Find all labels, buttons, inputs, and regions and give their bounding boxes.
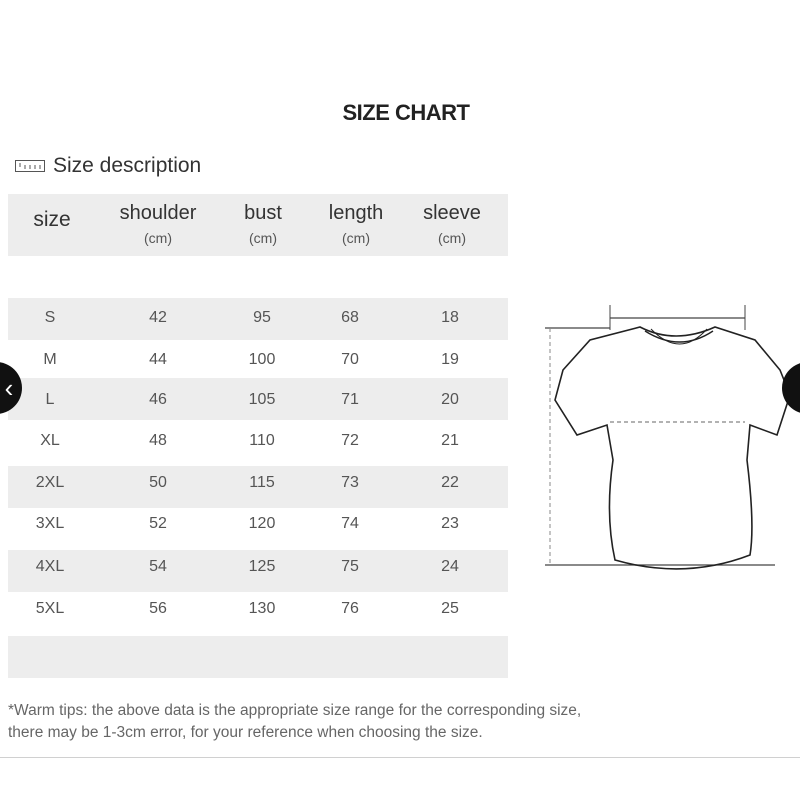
value-cell: 110 [249, 432, 275, 449]
table-row [8, 474, 508, 504]
chevron-left-icon: ‹ [4, 372, 14, 403]
footnote-line-2: there may be 1-3cm error, for your reference when choosing the size. [8, 724, 483, 741]
value-cell: 72 [341, 432, 359, 449]
footnote-line-1: *Warm tips: the above data is the appropriate size range for the corresponding size, [8, 702, 582, 719]
page-title: SIZE CHART [342, 100, 470, 125]
value-cell: 68 [341, 309, 359, 326]
size-cell: M [43, 351, 57, 368]
header-bust: bust (cm) [244, 202, 282, 246]
value-cell: 50 [149, 474, 167, 491]
value-cell: 54 [149, 558, 167, 575]
ruler-icon [15, 160, 45, 172]
table-row [8, 351, 508, 381]
t-shirt-measurement-icon [515, 285, 800, 590]
value-cell: 73 [341, 474, 359, 491]
divider [0, 757, 800, 758]
table-row [8, 558, 508, 588]
table-row [8, 309, 508, 339]
size-cell: 5XL [35, 600, 65, 617]
table-row [8, 600, 508, 630]
value-cell: 52 [149, 515, 167, 532]
value-cell: 20 [441, 391, 459, 408]
value-cell: 100 [248, 351, 276, 368]
value-cell: 76 [341, 600, 359, 617]
value-cell: 74 [341, 515, 359, 532]
size-cell: XL [40, 432, 60, 449]
value-cell: 115 [249, 474, 275, 491]
value-cell: 19 [441, 351, 459, 368]
size-cell: S [44, 309, 56, 326]
footnote [8, 700, 708, 744]
size-cell: 4XL [35, 558, 65, 575]
table-row [8, 432, 508, 462]
size-cell: 3XL [35, 515, 65, 532]
value-cell: 24 [441, 558, 459, 575]
header-length: length (cm) [328, 202, 384, 246]
value-cell: 95 [253, 309, 271, 326]
header-shoulder: shoulder (cm) [119, 202, 197, 246]
value-cell: 44 [149, 351, 167, 368]
row-band [8, 636, 508, 678]
value-cell: 42 [149, 309, 167, 326]
table-row [8, 391, 508, 421]
header-size: size [33, 208, 71, 231]
table-row [8, 515, 508, 545]
value-cell: 46 [149, 391, 167, 408]
size-cell: L [45, 391, 55, 408]
value-cell: 18 [441, 309, 459, 326]
value-cell: 22 [441, 474, 459, 491]
value-cell: 21 [441, 432, 459, 449]
value-cell: 71 [341, 391, 359, 408]
value-cell: 23 [441, 515, 459, 532]
value-cell: 25 [441, 600, 459, 617]
value-cell: 70 [341, 351, 359, 368]
value-cell: 130 [248, 600, 276, 617]
value-cell: 56 [149, 600, 167, 617]
value-cell: 120 [248, 515, 276, 532]
size-cell: 2XL [35, 474, 65, 491]
header-sleeve: sleeve (cm) [423, 202, 481, 246]
size-description-heading [15, 154, 201, 178]
size-description-label: Size description [53, 154, 202, 177]
table-header [8, 194, 508, 256]
value-cell: 48 [149, 432, 167, 449]
value-cell: 105 [248, 391, 276, 408]
value-cell: 75 [341, 558, 359, 575]
value-cell: 125 [248, 558, 276, 575]
